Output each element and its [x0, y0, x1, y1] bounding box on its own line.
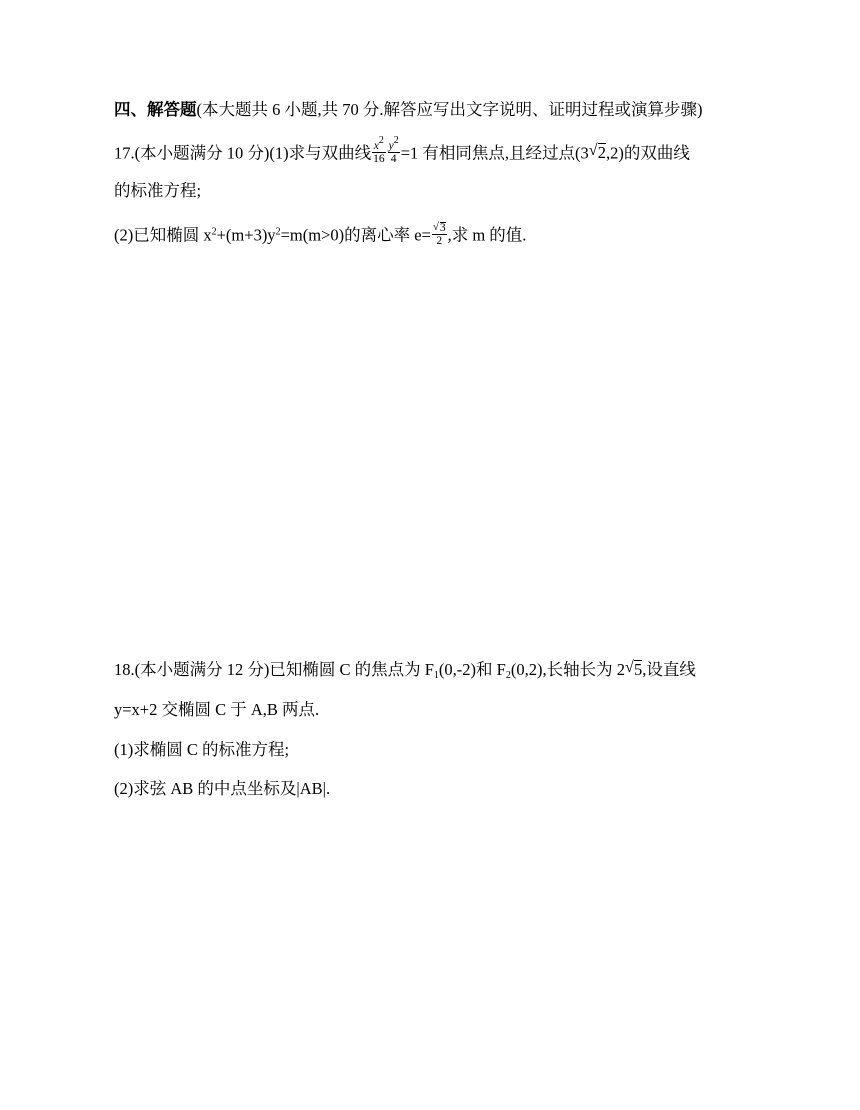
q17-e-den: 2: [436, 235, 443, 247]
q17-fraction-e: [432, 222, 447, 247]
q18-f2-sub: 2: [505, 670, 511, 681]
q18-f1-sub: 1: [433, 670, 439, 681]
q17-frac1-den: 16: [373, 153, 385, 165]
q17-lead: 17.(本小题满分 10 分)(1)求与双曲线: [114, 143, 372, 163]
q17-p2-exp2: 2: [275, 226, 281, 238]
q17-radicand: 2: [597, 143, 607, 163]
q18-part1: (1)求椭圆 C 的标准方程;: [114, 740, 290, 759]
q17-line-1: [114, 135, 690, 167]
q18-radicand: 5: [633, 660, 643, 679]
q17-sqrt-2: [589, 142, 606, 164]
q17-frac2-num-base: y: [388, 140, 394, 152]
q17-p2-exp1: 2: [211, 226, 217, 238]
q18-line2: y=x+2 交椭圆 C 于 A,B 两点.: [114, 700, 320, 719]
q17-p2-lead: (2)已知椭圆 x: [114, 225, 212, 245]
section-heading-line: [114, 99, 703, 121]
sqrt-icon: √: [432, 221, 439, 233]
q17-frac2-num-exp: 2: [393, 135, 399, 146]
q17-part-2: [114, 221, 527, 249]
q18-part2: (2)求弦 AB 的中点坐标及|AB|.: [114, 779, 331, 798]
q17-frac1-num-exp: 2: [378, 135, 384, 146]
q18-part-2: [114, 778, 330, 800]
q17-e-sqrt-3: [433, 222, 446, 234]
q18-tail: ,设直线: [642, 660, 696, 679]
q18-f1-coord: (0,-2)和 F: [438, 660, 506, 679]
q17-frac2-den: 4: [390, 153, 397, 165]
q18-line-1: [114, 659, 696, 681]
q18-line-2: [114, 699, 319, 721]
q18-f2-coord: (0,2),长轴长为 2: [510, 660, 625, 679]
q17-p2-mid: +(m+3)y: [216, 225, 276, 245]
q18-lead: 18.(本小题满分 12 分)已知椭圆 C 的焦点为 F: [114, 660, 434, 679]
q17-frac1-num-base: x: [373, 140, 379, 152]
q18-part-1: [114, 739, 289, 761]
q17-p2-mid2: =m(m>0)的离心率 e=: [280, 225, 431, 245]
q17-e-radicand: 3: [439, 222, 446, 234]
q17-line-2: [114, 180, 201, 202]
q17-line2: 的标准方程;: [114, 181, 202, 200]
sqrt-icon: √: [624, 659, 634, 676]
q18-sqrt-5: [625, 659, 642, 681]
sqrt-icon: √: [588, 142, 598, 160]
section-note: (本大题共 6 小题,共 70 分.解答应写出文字说明、证明过程或演算步骤): [196, 100, 703, 119]
q17-eq-tail: =1 有相同焦点,且经过点(3: [400, 143, 589, 163]
q17-fraction-y2-4: [388, 135, 400, 165]
q17-fraction-x2-16: [372, 135, 386, 165]
q17-point-tail: ,2)的双曲线: [606, 143, 690, 163]
q17-p2-tail: ,求 m 的值.: [447, 225, 527, 245]
section-heading: 四、解答题: [114, 100, 197, 119]
